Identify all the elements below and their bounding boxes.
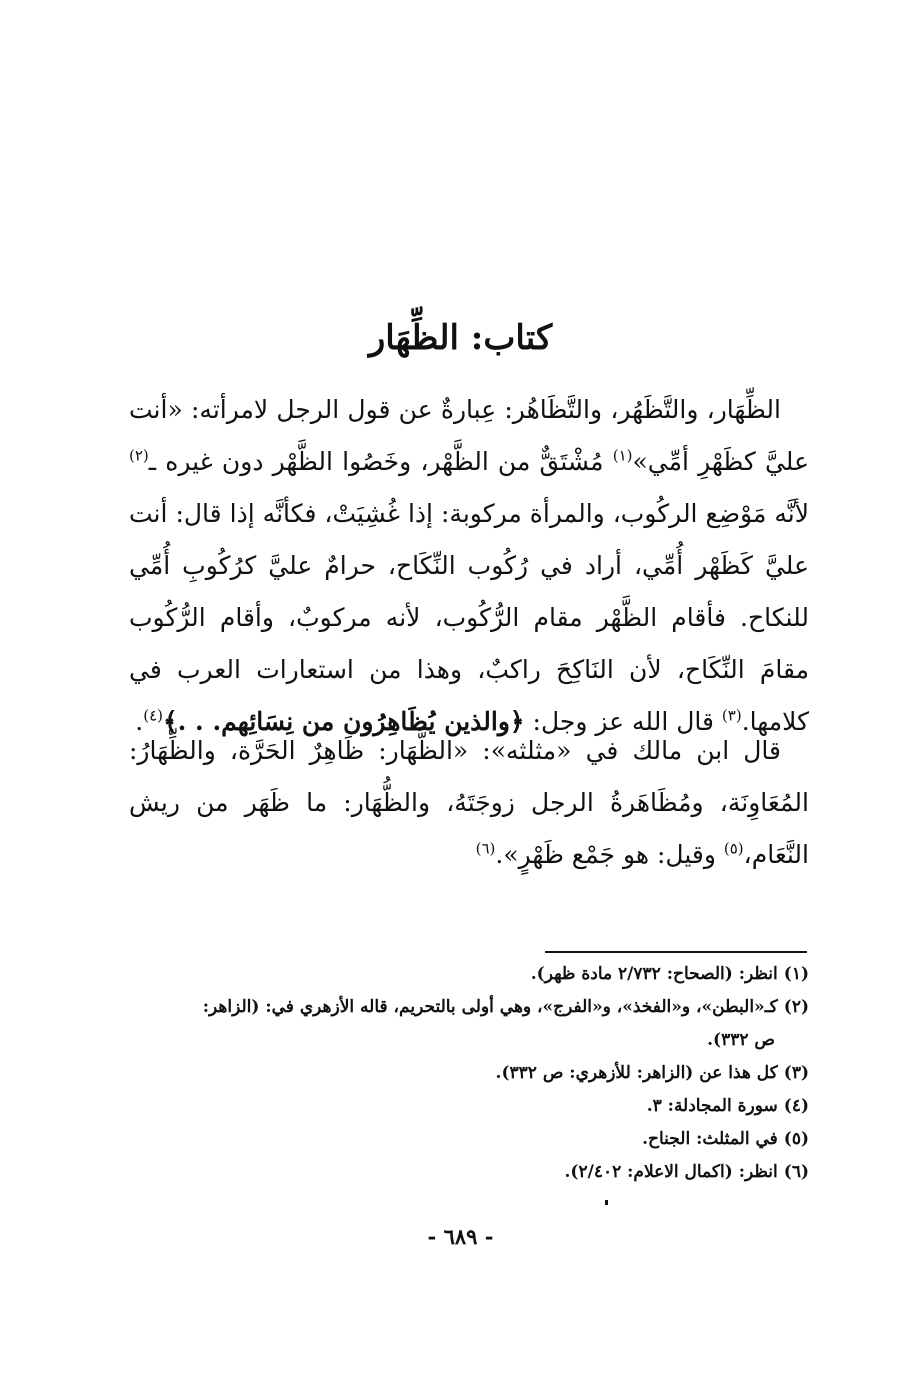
footnote-ref-4[interactable]: (٤) bbox=[143, 706, 163, 725]
footnote-5 bbox=[119, 1123, 809, 1156]
footnote-divider bbox=[545, 951, 807, 953]
footnote-number: (٤) bbox=[783, 1096, 809, 1116]
paragraph-1-text bbox=[129, 384, 809, 748]
page-number: - ٦٨٩ - bbox=[427, 1224, 494, 1249]
footnote-number: (٢) bbox=[783, 997, 809, 1017]
footnote-number: (١) bbox=[783, 964, 809, 984]
footnote-ref-5[interactable]: (٥) bbox=[723, 839, 744, 858]
paragraph-2-text-b: وقيل: هو جَمْع ظَهْرٍ». bbox=[495, 840, 724, 869]
chapter-title: كتاب: الظِّهَار bbox=[368, 318, 553, 358]
footnote-number: (٥) bbox=[783, 1129, 809, 1149]
paragraph-1-text-e: . bbox=[135, 707, 144, 736]
footnote-ref-2[interactable]: (٢) bbox=[129, 446, 149, 465]
paragraph-1-text-c: لأنَّه مَوْضِع الركُوب، والمرأة مركوبة: إذا غُشِيَتْ، فكأنَّه إذا قال: أنت عليَّ كَظَهْر أُمِّي، أراد في رُكُوب النِّكَاح، حرامٌ عليَّ كرُكُوبِ أُمِّي للنكاح. فأقام الظَّهْر مقام الرُّكُوب، لأنه مركوبٌ، وأقام الرُّكُوب مقامَ النِّكَاح، لأن النَاكِحَ راكبٌ، وهذا من استعارات العرب في كلامها. bbox=[129, 499, 809, 736]
footnote-ref-6[interactable]: (٦) bbox=[475, 839, 496, 858]
footnote-text: كـ«البطن»، و«الفخذ»، و«الفرج»، وهي أولى بالتحريم، قاله الأزهري في: (الزاهر: bbox=[202, 997, 778, 1017]
footnote-4 bbox=[119, 1090, 809, 1123]
paragraph-1 bbox=[129, 384, 809, 748]
footnote-ref-1[interactable]: (١) bbox=[612, 446, 633, 465]
paragraph-2-text bbox=[129, 725, 809, 881]
footnote-text: انظر: (الصحاح: ٢/٧٣٢ مادة ظهر). bbox=[530, 964, 778, 984]
footnote-6 bbox=[119, 1156, 809, 1189]
footnote-text: سورة المجادلة: ٣. bbox=[646, 1096, 778, 1116]
footnote-2 bbox=[119, 991, 809, 1024]
footnote-ref-3[interactable]: (٣) bbox=[721, 706, 742, 725]
quran-verse: ﴿والذين يُظَاهِرُون من نِسَائِهم. . .﴾ bbox=[163, 707, 525, 736]
footnotes bbox=[119, 958, 809, 1189]
ink-speck bbox=[605, 1200, 608, 1205]
paragraph-2-text-a: قال ابن مالك في «مثلثه»: «الظَّهَار: ظَاهِرٌ الحَرَّة، والظِّهَارُ: المُعَاوِنَة، ومُظَاهَرةُ الرجل زوجَتَهُ، والظُّهَار: ما ظَهَر من ريش النَّعَام، bbox=[129, 736, 809, 869]
paragraph-1-text-b: مُشْتَقٌّ من الظَّهْر، وخَصُوا الظَّهْر دون غيره ـ bbox=[148, 447, 613, 476]
footnote-number: (٣) bbox=[783, 1063, 809, 1083]
paragraph-1-text-d: قال الله عز وجل: bbox=[524, 707, 722, 736]
footnote-1 bbox=[119, 958, 809, 991]
footnote-3 bbox=[119, 1057, 809, 1090]
paragraph-2 bbox=[129, 725, 809, 881]
footnote-text: في المثلث: الجناح. bbox=[642, 1129, 778, 1149]
paragraph-1-text-a: الظِّهَار، والتَّظَهُر، والتَّظَاهُر: عِبارةٌ عن قول الرجل لامرأته: «أنت عليَّ كظَهْرِ أمِّي» bbox=[129, 395, 809, 476]
footnote-number: (٦) bbox=[783, 1162, 809, 1182]
footnote-text: انظر: (اكمال الاعلام: ٢/٤٠٢). bbox=[564, 1162, 778, 1182]
footnote-2-continuation: ص ٣٣٢). bbox=[707, 1030, 775, 1050]
footnote-text: كل هذا عن (الزاهر: للأزهري: ص ٣٣٢). bbox=[495, 1063, 778, 1083]
